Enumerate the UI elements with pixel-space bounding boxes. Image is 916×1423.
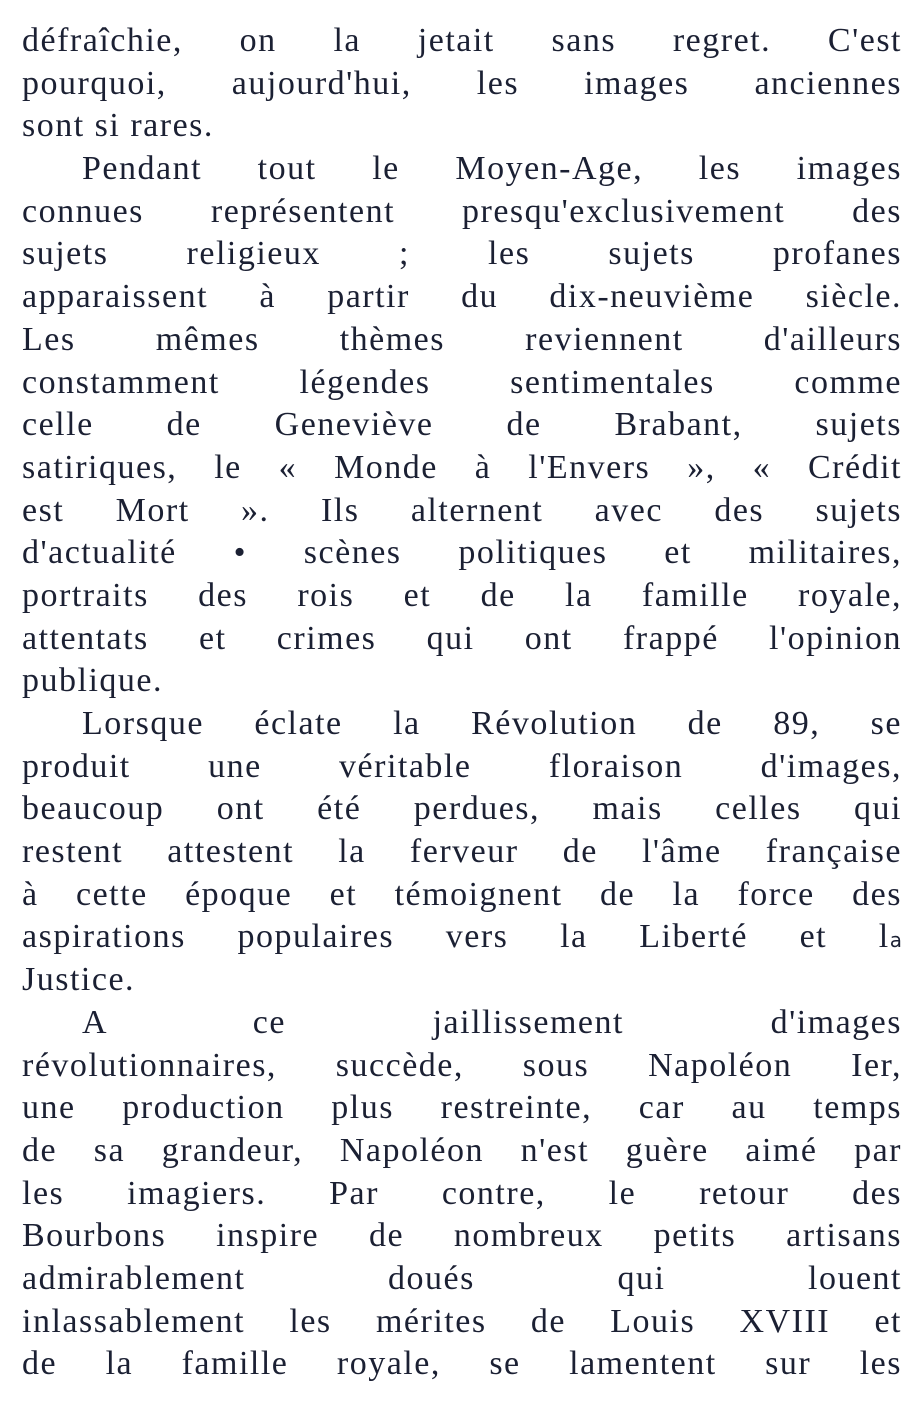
paragraph (22, 1002, 902, 1386)
text-line: publique. (22, 662, 163, 700)
text-line (22, 916, 902, 959)
text-line: Lorsque éclate la Révolution de 89, se (82, 705, 902, 742)
text-line: inlassablement les mérites de Louis XVIII et (22, 1302, 902, 1340)
text-line: sont si rares. (22, 107, 214, 145)
text-line: beaucoup ont été perdues, mais celles qui (22, 790, 902, 828)
page-text (22, 20, 902, 1386)
text-line: Pendant tout le Moyen-Age, les images (82, 150, 902, 188)
paragraph (22, 20, 902, 148)
text-line: sujets religieux ; les sujets profanes (22, 235, 902, 273)
text-line: connues représentent presqu'exclusivement des (22, 192, 902, 230)
text-line: à cette époque et témoignent de la force des (22, 875, 902, 913)
text-line: une production plus restreinte, car au temps (22, 1089, 902, 1127)
paragraph (22, 703, 902, 1002)
text-line: produit une véritable floraison d'images, (22, 747, 902, 785)
text-line: constamment légendes sentimentales comme (22, 363, 902, 401)
text-line: défraîchie, on la jetait sans regret. C'est (22, 22, 902, 59)
text-line: apparaissent à partir du dix-neuvième siècle. (22, 278, 902, 316)
text-line-main: aspirations populaires vers la Liberté et l (22, 918, 890, 956)
text-line: Bourbons inspire de nombreux petits artisans (22, 1217, 902, 1255)
text-line: les imagiers. Par contre, le retour des (22, 1174, 902, 1212)
text-line: de sa grandeur, Napoléon n'est guère aimé par (22, 1131, 902, 1169)
text-line: de la famille royale, se lamentent sur les (22, 1345, 902, 1383)
text-line: Les mêmes thèmes reviennent d'ailleurs (22, 320, 902, 358)
paragraph (22, 148, 902, 703)
text-line: satiriques, le « Monde à l'Envers », « Crédit (22, 448, 902, 486)
text-line: portraits des rois et de la famille royale, (22, 576, 902, 614)
text-line: pourquoi, aujourd'hui, les images anciennes (22, 64, 902, 102)
text-line-tail: a (889, 928, 902, 953)
text-line: restent attestent la ferveur de l'âme française (22, 833, 902, 871)
text-line: Justice. (22, 961, 136, 999)
text-line: celle de Geneviève de Brabant, sujets (22, 406, 902, 444)
text-line: révolutionnaires, succède, sous Napoléon Ier, (22, 1046, 902, 1084)
text-line: admirablement doués qui louent (22, 1259, 902, 1297)
text-line: A ce jaillissement d'images (82, 1003, 902, 1041)
text-line: d'actualité • scènes politiques et militaires, (22, 534, 902, 572)
text-line: est Mort ». Ils alternent avec des sujets (22, 491, 902, 529)
text-line: attentats et crimes qui ont frappé l'opinion (22, 619, 902, 657)
